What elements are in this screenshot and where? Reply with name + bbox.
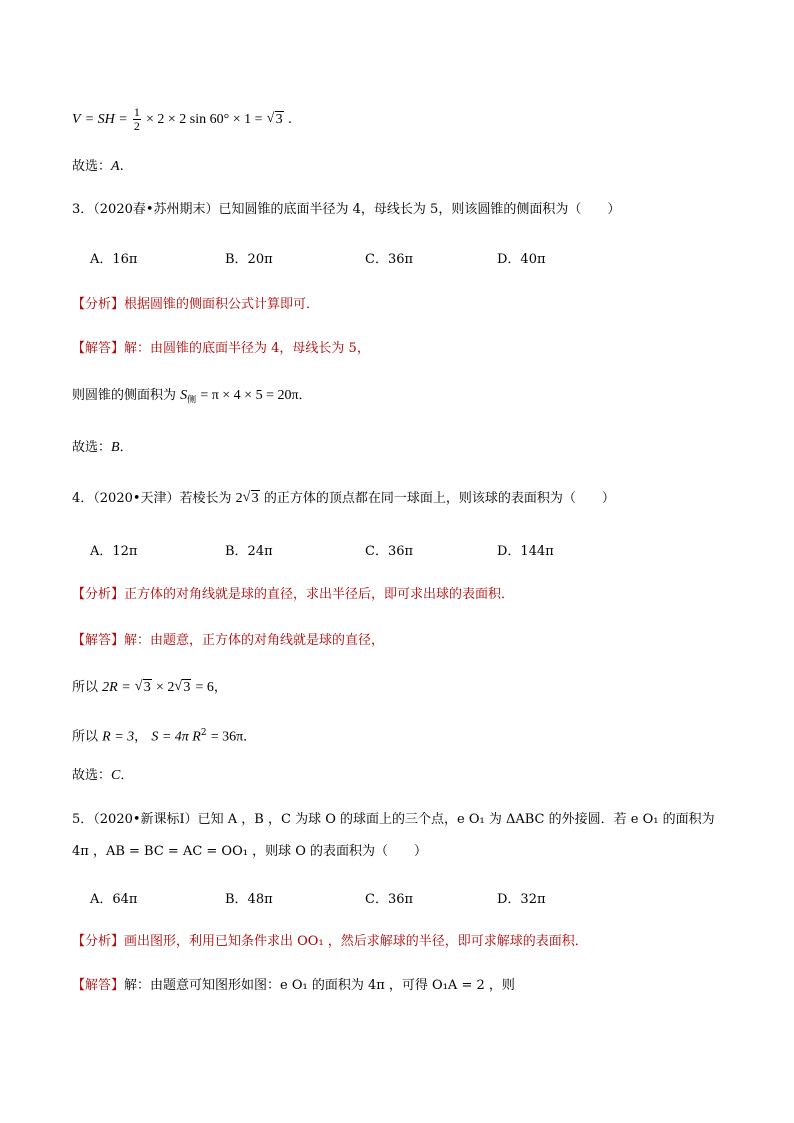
volume-formula: V = SH = $\frac{1}{2}$ × 2 × 2 sin 60° × 1 = √ 3 .	[72, 106, 292, 133]
answer-line-2: 故选：A.	[72, 159, 124, 174]
q3-step1: 则圆锥的侧面积为 $S_侧 = \pi \times 4 \times 5 = 20\pi$．	[72, 388, 312, 406]
q4-analysis: 【分析】正方体的对角线就是球的直径，求出半径后，即可求出球的表面积．	[72, 587, 515, 602]
q5-solution: 【解答】解：由题意可知图形如图：e O₁ 的面积为 4π ，可得 O₁A = 2 ，则	[72, 978, 515, 993]
q4-stem: 4．（2020•天津）若棱长为 2√ 3 的正方体的顶点都在同一球面上，则该球的表面积为（ ）	[72, 490, 615, 508]
formula-eq: = SH =	[84, 112, 128, 127]
frac-num: 1	[133, 105, 140, 119]
frac-den: 2	[133, 119, 140, 133]
q4-step1: 所以 2R = √ 3 × 2√ 3 = 6，	[72, 679, 227, 697]
q4-option-b[interactable]: B．24π	[225, 544, 273, 559]
q4-option-c[interactable]: C．36π	[365, 544, 414, 559]
q3-choice: 故选：B．	[72, 440, 133, 455]
sqrt-3: √ 3	[267, 111, 284, 129]
q3-analysis: 【分析】根据圆锥的侧面积公式计算即可．	[72, 297, 320, 312]
q5-stem-line1: 5．（2020•新课标Ⅰ）已知 A ，B ，C 为球 O 的球面上的三个点，e O₁ 为 ΔABC 的外接圆．若 e O₁ 的面积为	[72, 812, 715, 827]
q5-option-d[interactable]: D．32π	[497, 892, 546, 907]
q5-analysis: 【分析】画出图形，利用已知条件求出 OO₁ ，然后求解球的半径，即可求解球的表面积．	[72, 934, 588, 949]
half-fraction	[133, 106, 141, 133]
q4-solution: 【解答】解：由题意，正方体的对角线就是球的直径，	[72, 633, 385, 648]
q4-step2: 所以 R = 3， S = 4π $R^2 = 36\pi$．	[72, 728, 257, 745]
q3-option-a[interactable]: A．16π	[90, 252, 138, 267]
q5-option-c[interactable]: C．36π	[365, 892, 414, 907]
q4-choice: 故选：C．	[72, 768, 134, 783]
q5-option-a[interactable]: A．64π	[90, 892, 138, 907]
q3-solution: 【解答】解：由圆锥的底面半径为 4，母线长为 5，	[72, 341, 370, 356]
q5-stem-line2: 4π ，AB = BC = AC = OO₁ ，则球 O 的表面积为（ ）	[72, 844, 428, 859]
q3-option-d[interactable]: D．40π	[497, 252, 546, 267]
q3-option-b[interactable]: B．20π	[225, 252, 273, 267]
formula-rest: × 2 × 2 sin 60° × 1 =	[146, 112, 263, 127]
q5-option-b[interactable]: B．48π	[225, 892, 273, 907]
q3-stem: 3．（2020春•苏州期末）已知圆锥的底面半径为 4，母线长为 5，则该圆锥的侧面积为（ ）	[72, 202, 621, 217]
q3-option-c[interactable]: C．36π	[365, 252, 414, 267]
q4-option-a[interactable]: A．12π	[90, 544, 138, 559]
q4-option-d[interactable]: D．144π	[497, 544, 554, 559]
formula-lhs: V	[72, 112, 81, 127]
